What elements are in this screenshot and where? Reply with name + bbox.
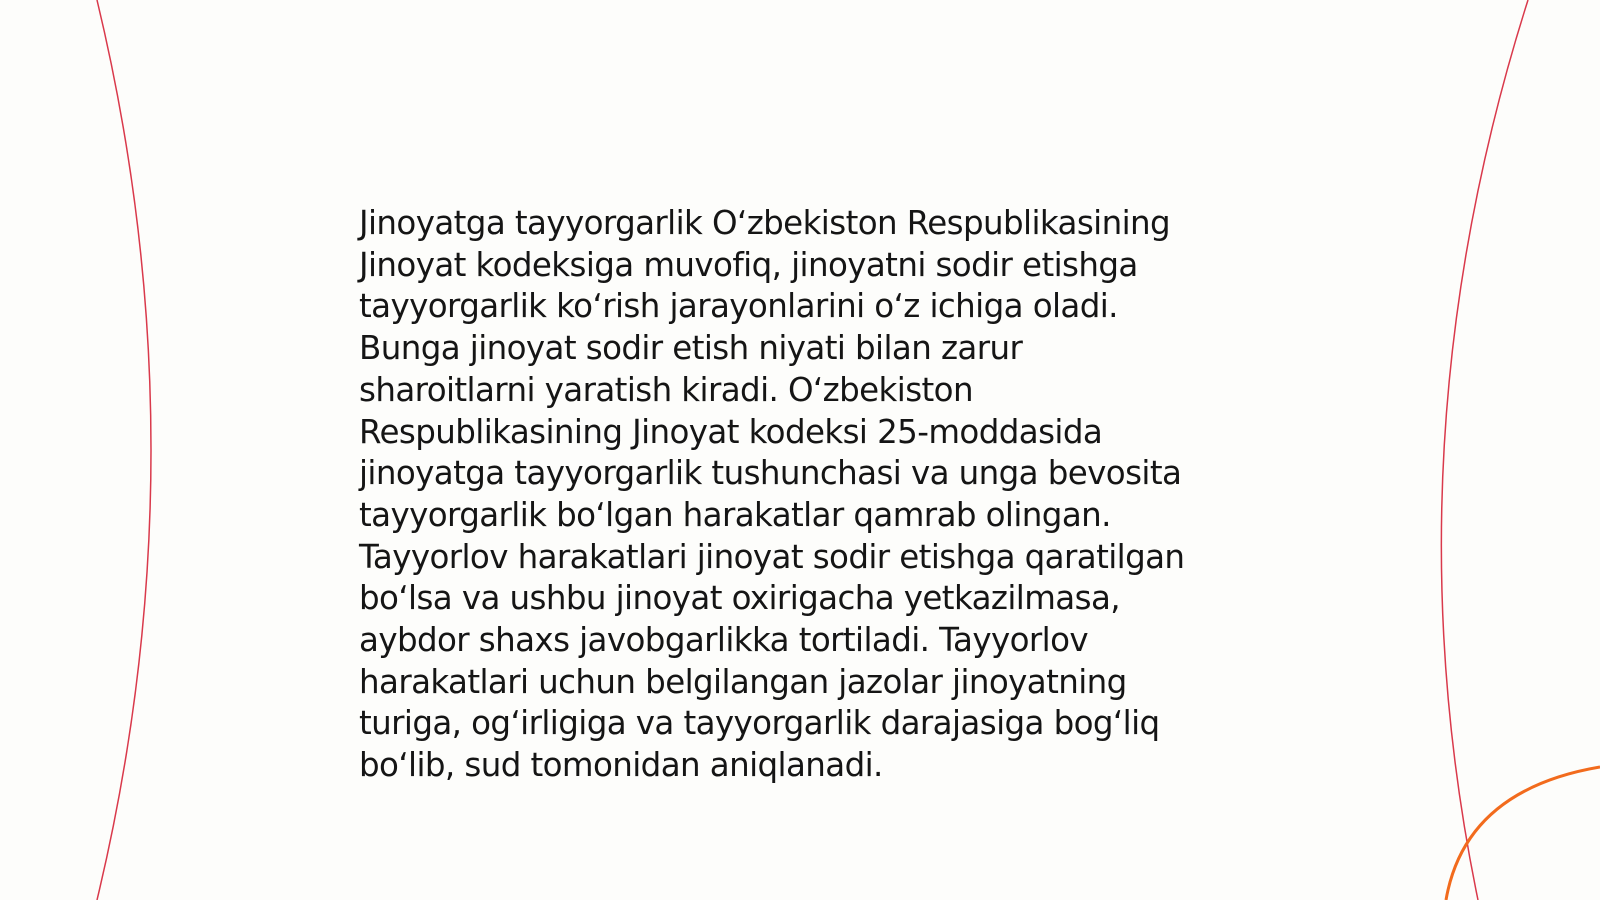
right-curve-line — [1441, 0, 1528, 900]
left-curve-line — [97, 0, 151, 900]
slide-body-text: Jinoyatga tayyorgarlik O‘zbekiston Respublikasining Jinoyat kodeksiga muvofiq, jinoyatni sodir etishga tayyorgarlik ko‘rish jarayonlarini o‘z ichiga oladi. Bunga jinoyat sodir etish niyati bilan zarur sharoitlarni yaratish kiradi. O‘zbekiston Respublikasining Jinoyat kodeksi 25-moddasida jinoyatga tayyorgarlik tushunchasi va unga bevosita tayyorgarlik bo‘lgan harakatlar qamrab olingan. Tayyorlov harakatlari jinoyat sodir etishga qaratilgan bo‘lsa va ushbu jinoyat oxirigacha yetkazilmasa, aybdor shaxs javobgarlikka tortiladi. Tayyorlov harakatlari uchun belgilangan jazolar jinoyatning turiga, og‘irligiga va tayyorgarlik darajasiga bog‘liq bo‘lib, sud tomonidan aniqlanadi. — [359, 204, 1185, 785]
accent-arc — [1446, 767, 1600, 900]
